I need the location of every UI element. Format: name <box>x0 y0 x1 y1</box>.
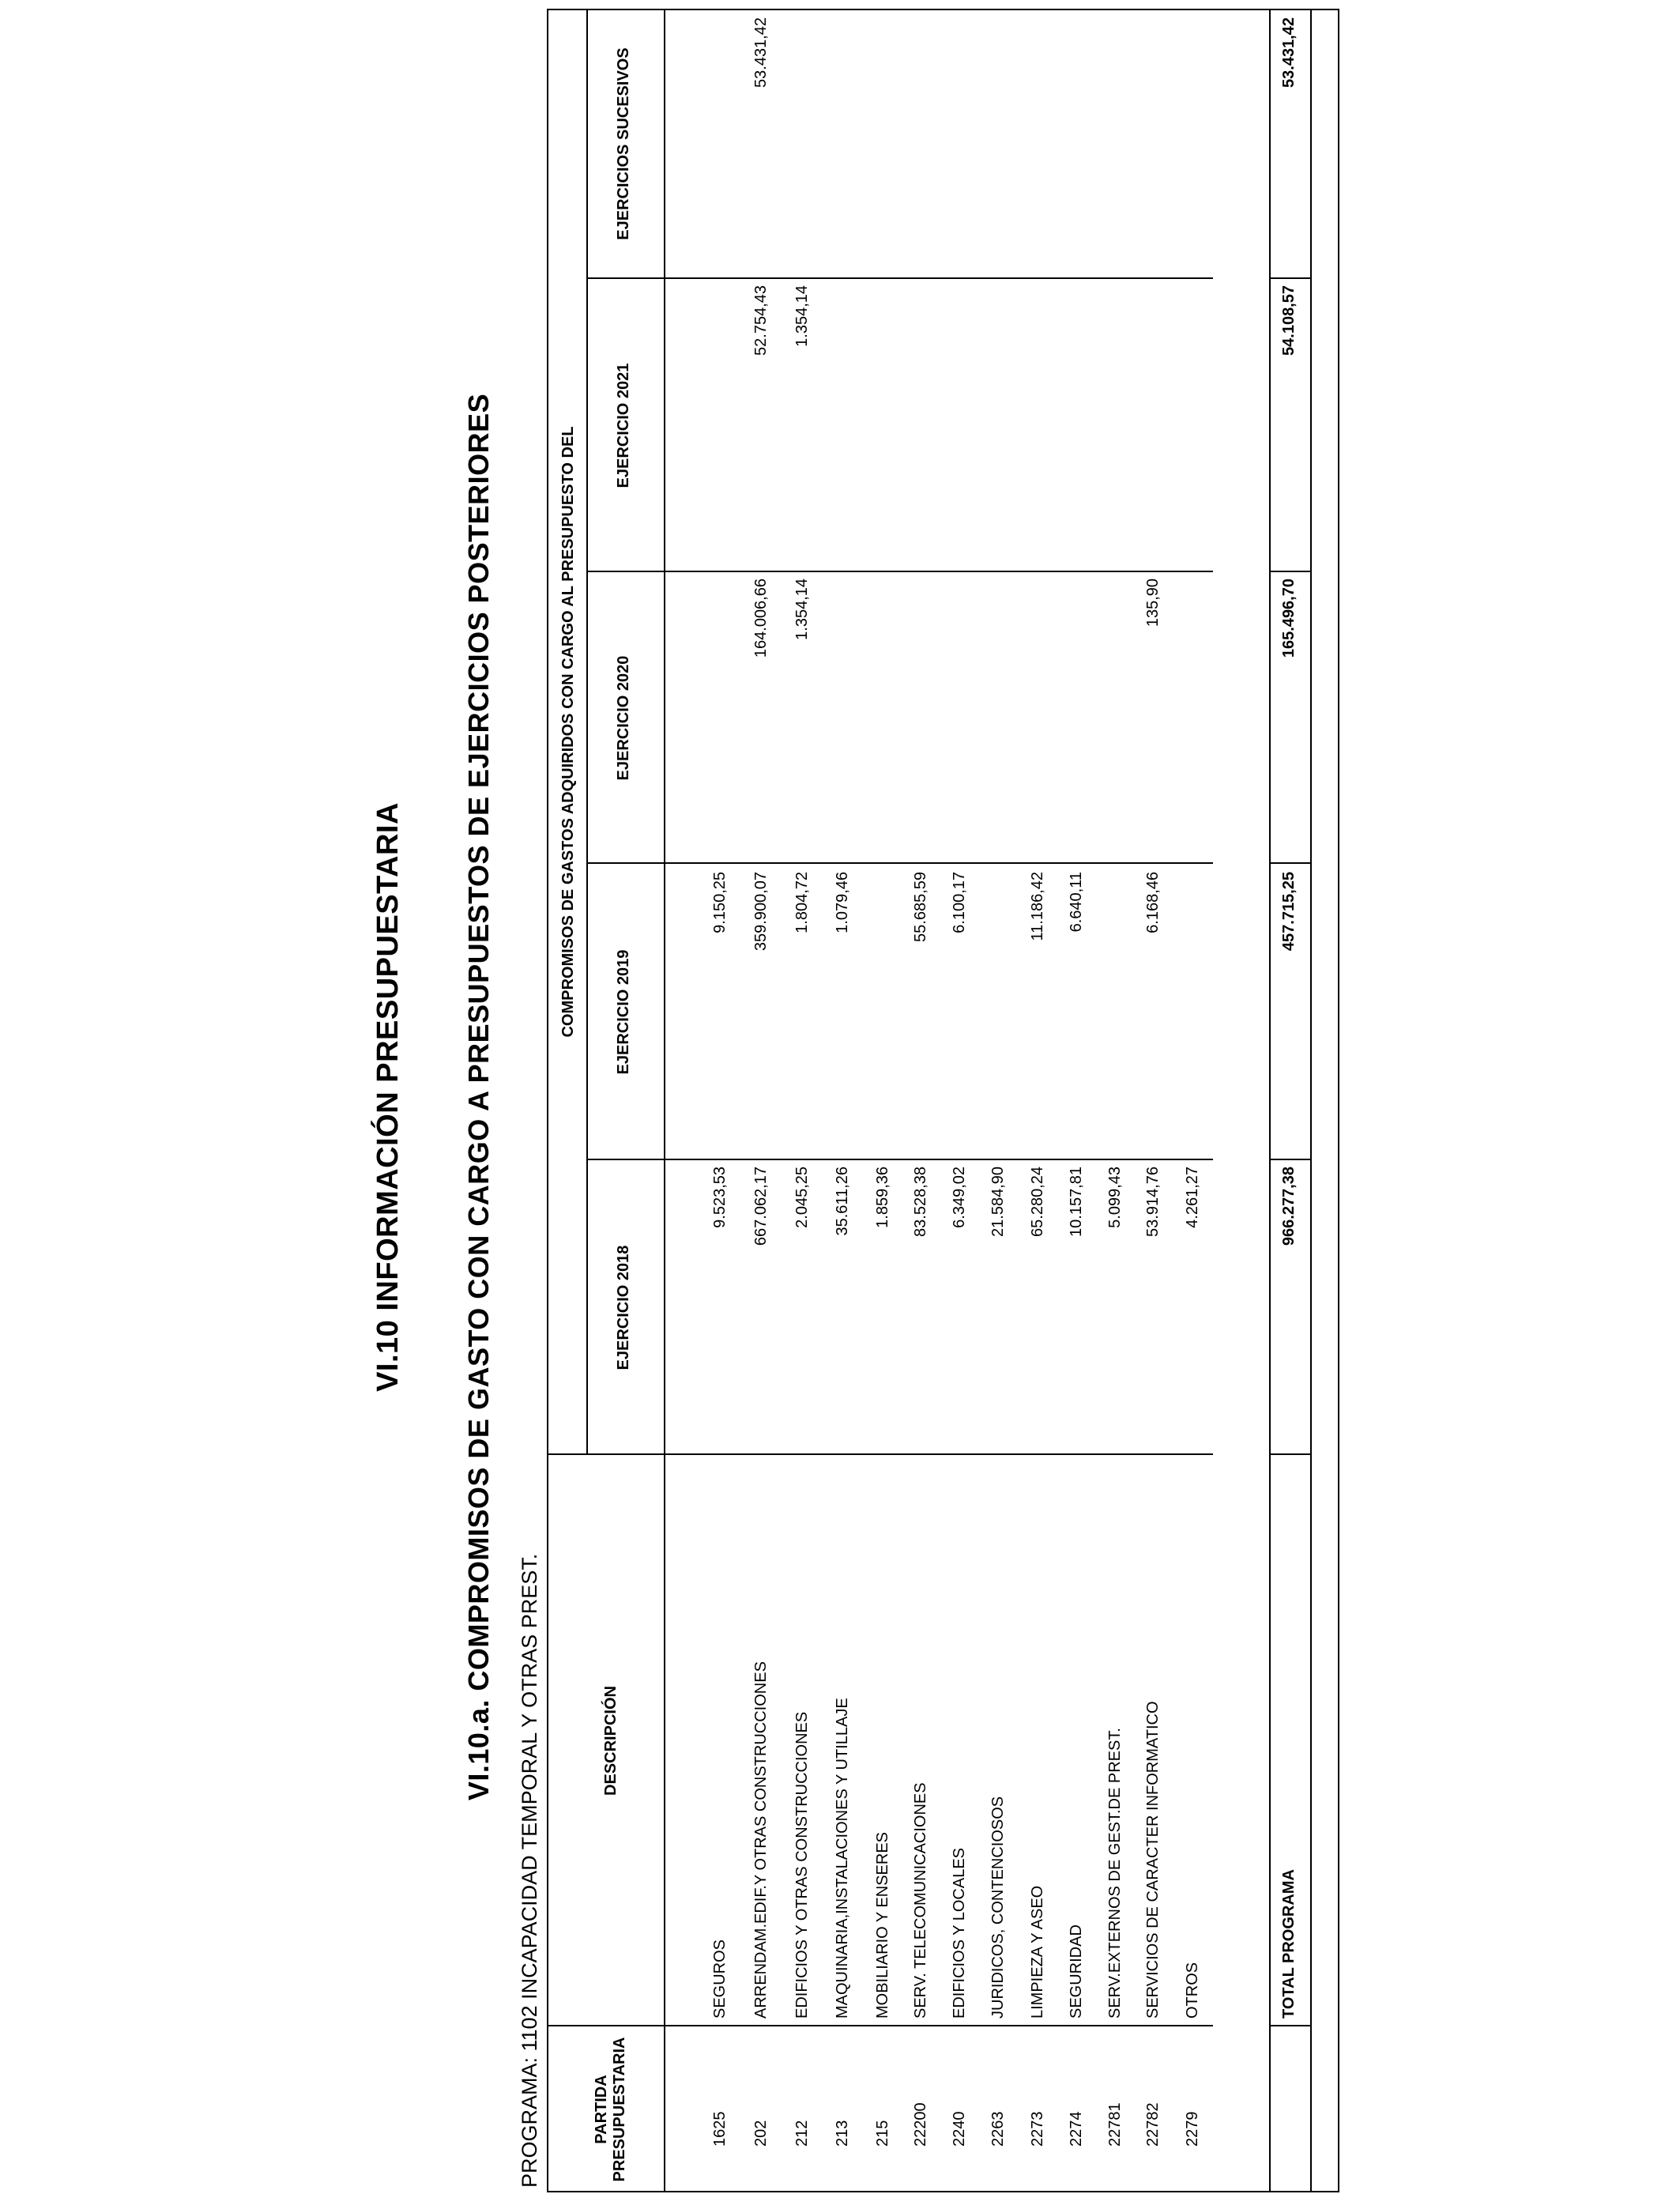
partida-cell: 215 <box>874 2120 891 2147</box>
total-2021: 54.108,57 <box>1280 285 1298 356</box>
programa-label: PROGRAMA: 1102 INCAPACIDAD TEMPORAL Y OTRAS PREST. <box>518 1553 541 2188</box>
partida-cell: 2240 <box>951 2111 968 2147</box>
partida-cell: 2274 <box>1068 2111 1085 2147</box>
header-partida-line1: PARTIDA <box>593 2075 610 2144</box>
total-divider-4 <box>1269 862 1312 864</box>
header-partida-line2: PRESUPUESTARIA <box>611 2037 628 2182</box>
total-sucesivos: 53.431,42 <box>1280 17 1298 88</box>
header-ejercicio-2018: EJERCICIO 2018 <box>615 1245 632 1370</box>
value-2018: 53.914,76 <box>1144 1167 1162 1237</box>
budget-table <box>547 9 1339 2192</box>
total-divider-5 <box>1269 571 1312 572</box>
total-label: TOTAL PROGRAMA <box>1280 1869 1298 2019</box>
value-2019: 6.168,46 <box>1144 872 1162 933</box>
total-divider-2 <box>1269 1453 1312 1455</box>
value-2019: 9.150,25 <box>711 872 729 933</box>
description-cell: MAQUINARIA,INSTALACIONES Y UTILLAJE <box>834 1698 851 2019</box>
value-2018: 1.859,36 <box>874 1167 891 1228</box>
value-2018: 65.280,24 <box>1029 1167 1046 1237</box>
total-2018: 966.277,38 <box>1280 1167 1298 1246</box>
description-cell: SERVICIOS DE CARACTER INFORMATICO <box>1144 1701 1162 2019</box>
description-cell: SEGUROS <box>711 1939 729 2019</box>
value-2018: 4.261,27 <box>1184 1167 1201 1228</box>
value-2020: 164.006,66 <box>752 579 770 658</box>
page-subtitle: VI.10.a. COMPROMISOS DE GASTO CON CARGO A PRESUPUESTOS DE EJERCICIOS POSTERIORES <box>462 393 495 1801</box>
col-divider-2020 <box>586 862 1213 864</box>
value-2019: 11.186,42 <box>1029 872 1046 941</box>
description-cell: SERV.EXTERNOS DE GEST.DE PREST. <box>1106 1728 1124 2019</box>
partida-cell: 2279 <box>1184 2111 1201 2147</box>
value-2018: 35.611,26 <box>834 1167 851 1236</box>
value-2018: 83.528,38 <box>912 1167 929 1237</box>
partida-cell: 202 <box>752 2120 770 2147</box>
col-divider-2021 <box>586 571 1213 572</box>
description-cell: EDIFICIOS Y OTRAS CONSTRUCCIONES <box>793 1711 811 2019</box>
header-group: COMPROMISOS DE GASTOS ADQUIRIDOS CON CARGO AL PRESUPUESTO DEL <box>559 426 577 1038</box>
value-2019: 6.100,17 <box>951 872 968 933</box>
description-cell: JURIDICOS, CONTENCIOSOS <box>989 1796 1007 2019</box>
header-ejercicio-2021: EJERCICIO 2021 <box>615 363 632 488</box>
partida-cell: 22781 <box>1106 2102 1124 2147</box>
description-cell: EDIFICIOS Y LOCALES <box>951 1847 968 2019</box>
partida-cell: 213 <box>834 2120 851 2147</box>
value-2018: 5.099,43 <box>1106 1167 1124 1228</box>
group-header-underline <box>586 9 588 1455</box>
value-2018: 21.584,90 <box>989 1167 1007 1237</box>
page-title: VI.10 INFORMACIÓN PRESUPUESTARIA <box>371 802 405 1392</box>
value-2021: 1.354,14 <box>793 285 811 347</box>
partida-cell: 2273 <box>1029 2111 1046 2147</box>
description-cell: LIMPIEZA Y ASEO <box>1029 1885 1046 2019</box>
value-2019: 1.079,46 <box>834 872 851 933</box>
description-cell: SEGURIDAD <box>1068 1924 1085 2019</box>
col-divider-descripcion <box>547 1453 1213 1455</box>
partida-cell: 2263 <box>989 2111 1007 2147</box>
header-descripcion: DESCRIPCIÓN <box>602 1686 620 1796</box>
value-2019: 1.804,72 <box>793 872 811 933</box>
value-2018: 10.157,81 <box>1068 1167 1085 1237</box>
value-2019: 55.685,59 <box>912 872 929 942</box>
col-divider-partida <box>547 2025 1213 2026</box>
value-sucesivos: 53.431,42 <box>752 17 770 88</box>
description-cell: MOBILIARIO Y ENSERES <box>874 1831 891 2019</box>
total-divider-1 <box>1269 2025 1312 2026</box>
value-2018: 6.349,02 <box>951 1167 968 1228</box>
partida-cell: 22782 <box>1144 2102 1162 2147</box>
value-2020: 135,90 <box>1144 579 1162 628</box>
col-divider-sucesivos <box>586 277 1213 279</box>
partida-cell: 22200 <box>912 2102 929 2147</box>
header-ejercicios-sucesivos: EJERCICIOS SUCESIVOS <box>615 47 632 240</box>
value-2019: 359.900,07 <box>752 872 770 952</box>
total-2020: 165.496,70 <box>1280 579 1298 658</box>
description-cell: OTROS <box>1184 1962 1201 2019</box>
header-partida <box>593 2026 629 2192</box>
total-divider-3 <box>1269 1159 1312 1160</box>
value-2020: 1.354,14 <box>793 579 811 640</box>
header-ejercicio-2019: EJERCICIO 2019 <box>615 949 632 1075</box>
total-divider-6 <box>1269 277 1312 279</box>
value-2021: 52.754,43 <box>752 285 770 356</box>
value-2018: 667.062,17 <box>752 1167 770 1246</box>
total-2019: 457.715,25 <box>1280 872 1298 952</box>
value-2019: 6.640,11 <box>1068 872 1085 933</box>
partida-cell: 1625 <box>711 2111 729 2147</box>
description-cell: SERV. TELECOMUNICACIONES <box>912 1782 929 2019</box>
header-ejercicio-2020: EJERCICIO 2020 <box>615 655 632 781</box>
col-divider-2019 <box>586 1159 1213 1160</box>
description-cell: ARRENDAM.EDIF.Y OTRAS CONSTRUCCIONES <box>752 1661 770 2019</box>
header-bottom-line <box>664 9 665 2192</box>
value-2018: 9.523,53 <box>711 1167 729 1228</box>
partida-cell: 212 <box>793 2120 811 2147</box>
value-2018: 2.045,25 <box>793 1167 811 1228</box>
